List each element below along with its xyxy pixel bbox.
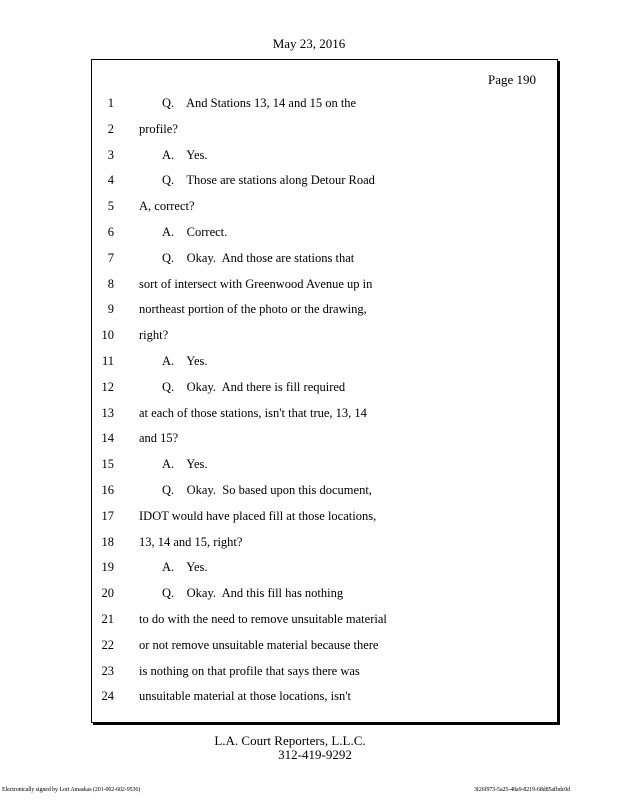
document-id: 3f26f973-5a25-48a9-8219-68d85afbdc0d (473, 787, 570, 793)
line-text: Q. And Stations 13, 14 and 15 on the (162, 96, 357, 110)
transcript-line (92, 225, 557, 251)
line-number: 19 (101, 560, 114, 575)
line-number: 15 (101, 457, 114, 472)
line-number: 5 (107, 199, 114, 214)
transcript-line (92, 251, 557, 277)
transcript-line (92, 612, 557, 638)
line-text: A. Yes. (162, 457, 208, 472)
transcript-line (92, 122, 557, 148)
transcript-line (92, 148, 557, 174)
line-text: A, correct? (139, 199, 195, 214)
transcript-page (91, 59, 558, 723)
line-text: or not remove unsuitable material because there (139, 637, 379, 652)
line-number: 14 (101, 431, 114, 446)
transcript-line (92, 509, 557, 535)
transcript-line (92, 406, 557, 432)
line-text: sort of intersect with Greenwood Avenue up in (139, 276, 373, 291)
reporter-phone: 312-419-9292 (278, 747, 352, 762)
line-number: 22 (101, 637, 114, 652)
transcript-line (92, 586, 557, 612)
line-number: 6 (107, 225, 114, 239)
line-number: 24 (101, 689, 114, 704)
transcript-date: May 23, 2016 (272, 36, 346, 51)
line-number: 20 (101, 586, 114, 601)
line-text: A. Yes. (162, 354, 208, 368)
line-number: 2 (107, 121, 114, 136)
line-number: 8 (107, 276, 114, 291)
line-number: 17 (101, 508, 114, 523)
line-number: 18 (101, 534, 114, 549)
transcript-line (92, 689, 557, 715)
transcript-line (92, 560, 557, 586)
line-text: is nothing on that profile that says there was (139, 663, 360, 678)
line-text: A. Correct. (162, 225, 228, 239)
line-text: Q. Okay. And those are stations that (162, 250, 355, 265)
transcript-line (92, 380, 557, 406)
line-number: 12 (101, 379, 114, 394)
line-text: unsuitable material at those locations, isn't (139, 689, 351, 704)
line-text: to do with the need to remove unsuitable material (139, 612, 387, 626)
page-number: Page 190 (487, 72, 536, 87)
transcript-line (92, 431, 557, 457)
transcript-line (92, 96, 557, 122)
transcript-line (92, 328, 557, 354)
transcript-line (92, 302, 557, 328)
line-number: 1 (107, 96, 114, 110)
transcript-line (92, 535, 557, 561)
line-text: Q. Those are stations along Detour Road (162, 173, 375, 188)
transcript-line (92, 354, 557, 380)
transcript-line (92, 457, 557, 483)
line-text: profile? (139, 121, 178, 136)
line-text: A. Yes. (162, 560, 208, 575)
line-text: northeast portion of the photo or the drawing, (139, 302, 367, 317)
line-text: at each of those stations, isn't that true, 13, 14 (139, 405, 367, 420)
electronic-signature: Electronically signed by Lori Amaskas (201-002-602-9536) (2, 787, 141, 793)
line-text: right? (139, 328, 169, 343)
line-number: 16 (101, 483, 114, 497)
transcript-line (92, 664, 557, 690)
line-number: 10 (101, 328, 114, 343)
reporter-company: L.A. Court Reporters, L.L.C. (214, 733, 366, 748)
line-number: 23 (101, 663, 114, 678)
line-text: Q. Okay. And this fill has nothing (162, 586, 344, 601)
transcript-line (92, 277, 557, 303)
line-text: and 15? (139, 431, 179, 446)
line-text: A. Yes. (162, 147, 208, 162)
line-number: 13 (101, 405, 114, 420)
line-number: 4 (107, 173, 114, 188)
line-text: IDOT would have placed fill at those locations, (139, 508, 377, 523)
transcript-line (92, 173, 557, 199)
line-text: Q. Okay. And there is fill required (162, 379, 346, 394)
transcript-line (92, 199, 557, 225)
line-text: Q. Okay. So based upon this document, (162, 483, 372, 497)
line-number: 9 (107, 302, 114, 317)
line-number: 21 (101, 612, 114, 626)
line-number: 11 (101, 354, 114, 368)
line-number: 7 (107, 250, 114, 265)
transcript-line (92, 483, 557, 509)
line-number: 3 (107, 147, 114, 162)
transcript-line (92, 638, 557, 664)
line-text: 13, 14 and 15, right? (139, 534, 243, 549)
